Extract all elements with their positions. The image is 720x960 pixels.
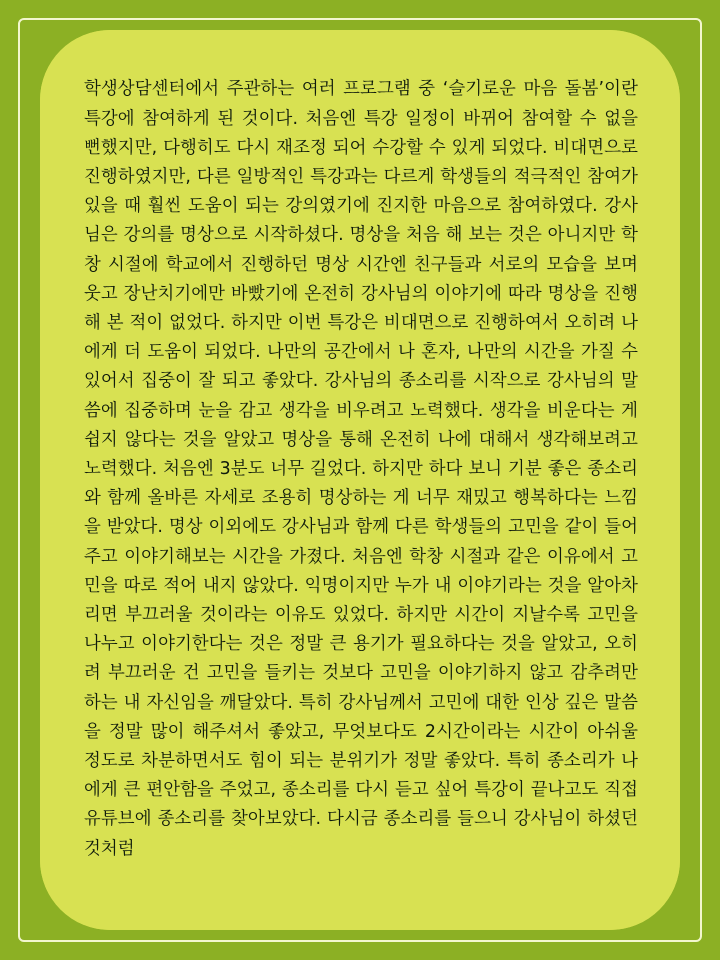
content-card-inner [40,30,680,930]
content-card [40,30,680,930]
document-body-text: 학생상담센터에서 주관하는 여러 프로그램 중 ‘슬기로운 마음 돌봄’이란 특강에 참여하게 된 것이다. 처음엔 특강 일정이 바뀌어 참여할 수 없을 뻔했지만, 다행히도 다시 재조정 되어 수강할 수 있게 되었다. 비대면으로 진행하였지만, 다른 일방적인 특강과는 다르게 학생들의 적극적인 참여가 있을 때 훨씬 도움이 되는 강의였기에 진지한 마음으로 참여하였다. 강사님은 강의를 명상으로 시작하셨다. 명상을 처음 해 보는 것은 아니지만 학창 시절에 학교에서 진행하던 명상 시간엔 친구들과 서로의 모습을 보며 웃고 장난치기에만 바빴기에 온전히 강사님의 이야기에 따라 명상을 진행해 본 적이 없었다. 하지만 이번 특강은 비대면으로 진행하여서 오히려 나에게 더 도움이 되었다. 나만의 공간에서 나 혼자, 나만의 시간을 가질 수 있어서 집중이 잘 되고 좋았다. 강사님의 종소리를 시작으로 강사님의 말씀에 집중하며 눈을 감고 생각을 비우려고 노력했다. 생각을 비운다는 게 쉽지 않다는 것을 알았고 명상을 통해 온전히 나에 대해서 생각해보려고 노력했다. 처음엔 3분도 너무 길었다. 하지만 하다 보니 기분 좋은 종소리와 함께 올바른 자세로 조용히 명상하는 게 너무 재밌고 행복하다는 느낌을 받았다. 명상 이외에도 강사님과 함께 다른 학생들의 고민을 같이 들어주고 이야기해보는 시간을 가졌다. 처음엔 학창 시절과 같은 이유에서 고민을 따로 적어 내지 않았다. 익명이지만 누가 내 이야기라는 것을 알아차리면 부끄러울 것이라는 이유도 있었다. 하지만 시간이 지날수록 고민을 나누고 이야기한다는 것은 정말 큰 용기가 필요하다는 것을 알았고, 오히려 부끄러운 건 고민을 들키는 것보다 고민을 이야기하지 않고 감추려만 하는 내 자신임을 깨달았다. 특히 강사님께서 고민에 대한 인상 깊은 말씀을 정말 많이 해주셔서 좋았고, 무엇보다도 2시간이라는 시간이 아쉬울 정도로 차분하면서도 힘이 되는 분위기가 정말 좋았다. 특히 종소리가 나에게 큰 편안함을 주었고, 종소리를 다시 듣고 싶어 특강이 끝나고도 직접 유튜브에 종소리를 찾아보았다. 다시금 종소리를 들으니 강사님이 하셨던 것처럼 [84,79,644,859]
